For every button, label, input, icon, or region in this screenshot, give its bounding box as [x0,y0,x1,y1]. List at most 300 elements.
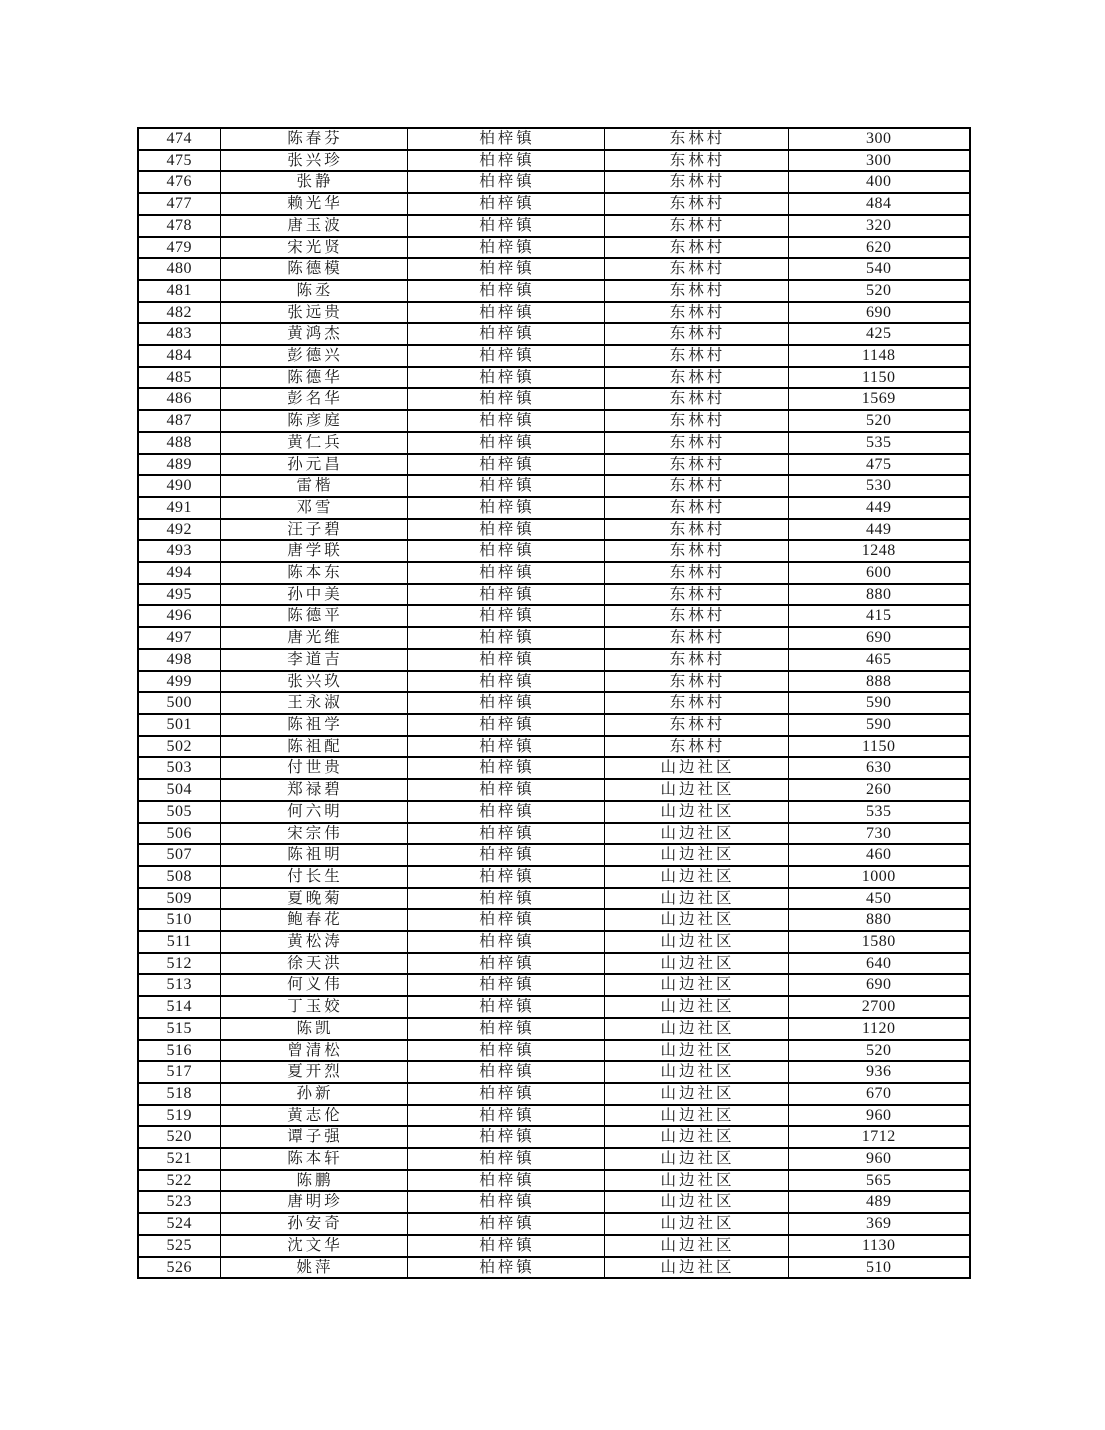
cell-serial: 474 [138,128,220,150]
cell-name: 陈鹏 [220,1170,407,1192]
cell-amount: 888 [788,671,970,693]
cell-amount: 600 [788,562,970,584]
cell-name: 何六明 [220,801,407,823]
cell-amount: 369 [788,1213,970,1235]
table-row [138,410,970,432]
table-row [138,605,970,627]
cell-name: 孙新 [220,1083,407,1105]
table-row [138,497,970,519]
cell-serial: 515 [138,1018,220,1040]
table-row [138,627,970,649]
cell-amount: 300 [788,128,970,150]
table-row [138,692,970,714]
cell-name: 陈祖学 [220,714,407,736]
cell-name: 鲍春花 [220,909,407,931]
cell-name: 唐光维 [220,627,407,649]
table-row [138,258,970,280]
table-row [138,736,970,758]
cell-serial: 508 [138,866,220,888]
table-row [138,1148,970,1170]
cell-town: 柏梓镇 [407,974,604,996]
cell-town: 柏梓镇 [407,953,604,975]
cell-name: 陈本轩 [220,1148,407,1170]
cell-village: 山边社区 [604,1257,788,1279]
cell-amount: 1150 [788,367,970,389]
cell-name: 唐学联 [220,540,407,562]
cell-village: 东林村 [604,497,788,519]
cell-village: 东林村 [604,237,788,259]
cell-serial: 489 [138,454,220,476]
cell-village: 山边社区 [604,823,788,845]
cell-town: 柏梓镇 [407,866,604,888]
cell-name: 陈彦庭 [220,410,407,432]
cell-serial: 512 [138,953,220,975]
table-row [138,519,970,541]
cell-village: 山边社区 [604,1083,788,1105]
cell-village: 东林村 [604,171,788,193]
cell-amount: 1712 [788,1126,970,1148]
table-row [138,866,970,888]
cell-village: 山边社区 [604,757,788,779]
cell-amount: 690 [788,974,970,996]
cell-serial: 503 [138,757,220,779]
cell-serial: 524 [138,1213,220,1235]
cell-name: 彭德兴 [220,345,407,367]
cell-town: 柏梓镇 [407,280,604,302]
cell-name: 陈德模 [220,258,407,280]
table-row [138,128,970,150]
table-row [138,1018,970,1040]
table-row [138,302,970,324]
cell-amount: 1569 [788,388,970,410]
cell-serial: 505 [138,801,220,823]
cell-amount: 320 [788,215,970,237]
cell-name: 陈德华 [220,367,407,389]
cell-amount: 1130 [788,1235,970,1257]
cell-serial: 502 [138,736,220,758]
cell-name: 何义伟 [220,974,407,996]
table-row [138,909,970,931]
cell-town: 柏梓镇 [407,215,604,237]
cell-serial: 481 [138,280,220,302]
cell-serial: 520 [138,1126,220,1148]
cell-name: 唐明珍 [220,1191,407,1213]
table-row [138,953,970,975]
cell-town: 柏梓镇 [407,1191,604,1213]
cell-serial: 492 [138,519,220,541]
cell-village: 东林村 [604,562,788,584]
table-row [138,584,970,606]
cell-amount: 1120 [788,1018,970,1040]
table-row [138,649,970,671]
cell-town: 柏梓镇 [407,367,604,389]
cell-name: 丁玉姣 [220,996,407,1018]
cell-town: 柏梓镇 [407,1105,604,1127]
cell-village: 山边社区 [604,1040,788,1062]
cell-town: 柏梓镇 [407,736,604,758]
cell-serial: 478 [138,215,220,237]
cell-town: 柏梓镇 [407,410,604,432]
cell-amount: 510 [788,1257,970,1279]
cell-name: 赖光华 [220,193,407,215]
table-row [138,150,970,172]
cell-name: 谭子强 [220,1126,407,1148]
cell-village: 东林村 [604,388,788,410]
cell-town: 柏梓镇 [407,540,604,562]
cell-serial: 513 [138,974,220,996]
table-row [138,1126,970,1148]
cell-amount: 520 [788,280,970,302]
cell-serial: 517 [138,1061,220,1083]
cell-name: 彭名华 [220,388,407,410]
cell-amount: 484 [788,193,970,215]
cell-town: 柏梓镇 [407,497,604,519]
table-row [138,1061,970,1083]
cell-amount: 730 [788,823,970,845]
cell-name: 陈德平 [220,605,407,627]
cell-town: 柏梓镇 [407,562,604,584]
table-row [138,215,970,237]
cell-village: 山边社区 [604,996,788,1018]
table-row [138,1191,970,1213]
cell-name: 陈本东 [220,562,407,584]
cell-village: 山边社区 [604,888,788,910]
cell-serial: 497 [138,627,220,649]
cell-amount: 880 [788,909,970,931]
cell-serial: 506 [138,823,220,845]
cell-serial: 491 [138,497,220,519]
cell-village: 东林村 [604,475,788,497]
table-row [138,888,970,910]
cell-town: 柏梓镇 [407,388,604,410]
table-row [138,388,970,410]
cell-serial: 493 [138,540,220,562]
cell-village: 山边社区 [604,866,788,888]
cell-amount: 425 [788,323,970,345]
cell-name: 夏晚菊 [220,888,407,910]
table-row [138,931,970,953]
cell-name: 宋光贤 [220,237,407,259]
cell-amount: 640 [788,953,970,975]
table-row [138,323,970,345]
cell-village: 东林村 [604,627,788,649]
cell-village: 东林村 [604,540,788,562]
cell-name: 王永淑 [220,692,407,714]
cell-amount: 1000 [788,866,970,888]
cell-amount: 449 [788,497,970,519]
cell-name: 付世贵 [220,757,407,779]
cell-name: 沈文华 [220,1235,407,1257]
cell-village: 山边社区 [604,801,788,823]
cell-town: 柏梓镇 [407,128,604,150]
cell-town: 柏梓镇 [407,193,604,215]
cell-serial: 501 [138,714,220,736]
cell-town: 柏梓镇 [407,1148,604,1170]
cell-name: 徐天洪 [220,953,407,975]
cell-amount: 540 [788,258,970,280]
cell-village: 山边社区 [604,779,788,801]
cell-town: 柏梓镇 [407,1040,604,1062]
cell-serial: 477 [138,193,220,215]
cell-serial: 484 [138,345,220,367]
cell-town: 柏梓镇 [407,996,604,1018]
cell-amount: 300 [788,150,970,172]
cell-town: 柏梓镇 [407,1257,604,1279]
cell-amount: 1580 [788,931,970,953]
cell-name: 李道吉 [220,649,407,671]
cell-amount: 960 [788,1148,970,1170]
cell-amount: 520 [788,410,970,432]
cell-town: 柏梓镇 [407,671,604,693]
cell-village: 山边社区 [604,1170,788,1192]
cell-village: 东林村 [604,649,788,671]
cell-amount: 1148 [788,345,970,367]
cell-town: 柏梓镇 [407,519,604,541]
cell-village: 山边社区 [604,1213,788,1235]
table-row [138,974,970,996]
cell-serial: 504 [138,779,220,801]
cell-amount: 565 [788,1170,970,1192]
cell-amount: 690 [788,302,970,324]
cell-village: 山边社区 [604,931,788,953]
cell-name: 黄志伦 [220,1105,407,1127]
cell-amount: 1150 [788,736,970,758]
cell-amount: 936 [788,1061,970,1083]
table-row [138,475,970,497]
cell-serial: 480 [138,258,220,280]
cell-name: 陈春芬 [220,128,407,150]
table-row [138,432,970,454]
cell-village: 东林村 [604,692,788,714]
cell-town: 柏梓镇 [407,432,604,454]
cell-amount: 1248 [788,540,970,562]
cell-town: 柏梓镇 [407,258,604,280]
cell-amount: 670 [788,1083,970,1105]
cell-amount: 475 [788,454,970,476]
cell-town: 柏梓镇 [407,1213,604,1235]
cell-village: 东林村 [604,410,788,432]
cell-amount: 465 [788,649,970,671]
table-row [138,996,970,1018]
cell-village: 东林村 [604,128,788,150]
cell-town: 柏梓镇 [407,1083,604,1105]
cell-town: 柏梓镇 [407,1126,604,1148]
cell-amount: 415 [788,605,970,627]
table-row [138,540,970,562]
cell-town: 柏梓镇 [407,605,604,627]
cell-village: 山边社区 [604,974,788,996]
cell-serial: 521 [138,1148,220,1170]
cell-name: 付长生 [220,866,407,888]
cell-serial: 490 [138,475,220,497]
cell-amount: 690 [788,627,970,649]
cell-name: 汪子碧 [220,519,407,541]
cell-village: 东林村 [604,345,788,367]
cell-serial: 476 [138,171,220,193]
cell-serial: 494 [138,562,220,584]
cell-village: 东林村 [604,150,788,172]
cell-serial: 507 [138,844,220,866]
cell-village: 山边社区 [604,953,788,975]
cell-amount: 520 [788,1040,970,1062]
cell-amount: 880 [788,584,970,606]
table-row [138,171,970,193]
cell-village: 山边社区 [604,1018,788,1040]
cell-village: 东林村 [604,671,788,693]
cell-village: 山边社区 [604,909,788,931]
cell-serial: 518 [138,1083,220,1105]
cell-amount: 620 [788,237,970,259]
cell-town: 柏梓镇 [407,714,604,736]
cell-serial: 510 [138,909,220,931]
table-row [138,1105,970,1127]
cell-amount: 260 [788,779,970,801]
cell-village: 山边社区 [604,1191,788,1213]
table-row [138,1213,970,1235]
cell-village: 山边社区 [604,1105,788,1127]
cell-amount: 450 [788,888,970,910]
cell-serial: 483 [138,323,220,345]
cell-town: 柏梓镇 [407,302,604,324]
table-row [138,823,970,845]
cell-town: 柏梓镇 [407,823,604,845]
cell-town: 柏梓镇 [407,844,604,866]
cell-name: 雷楷 [220,475,407,497]
cell-town: 柏梓镇 [407,692,604,714]
cell-village: 东林村 [604,193,788,215]
cell-town: 柏梓镇 [407,323,604,345]
table-row [138,757,970,779]
cell-serial: 488 [138,432,220,454]
cell-village: 东林村 [604,258,788,280]
cell-name: 黄仁兵 [220,432,407,454]
table-row [138,779,970,801]
table-row [138,671,970,693]
cell-name: 姚萍 [220,1257,407,1279]
cell-town: 柏梓镇 [407,779,604,801]
cell-village: 东林村 [604,280,788,302]
table-row [138,844,970,866]
cell-name: 邓雪 [220,497,407,519]
table-row [138,280,970,302]
cell-name: 夏开烈 [220,1061,407,1083]
cell-amount: 400 [788,171,970,193]
cell-amount: 530 [788,475,970,497]
cell-town: 柏梓镇 [407,649,604,671]
cell-town: 柏梓镇 [407,909,604,931]
cell-serial: 495 [138,584,220,606]
cell-town: 柏梓镇 [407,237,604,259]
cell-name: 陈祖配 [220,736,407,758]
roster-table [137,127,971,1279]
cell-village: 山边社区 [604,1148,788,1170]
table-row [138,714,970,736]
cell-name: 陈祖明 [220,844,407,866]
cell-town: 柏梓镇 [407,1235,604,1257]
cell-town: 柏梓镇 [407,931,604,953]
cell-serial: 482 [138,302,220,324]
cell-serial: 496 [138,605,220,627]
table-row [138,367,970,389]
cell-serial: 498 [138,649,220,671]
cell-serial: 525 [138,1235,220,1257]
cell-amount: 590 [788,714,970,736]
cell-village: 山边社区 [604,1235,788,1257]
cell-town: 柏梓镇 [407,150,604,172]
cell-name: 黄鸿杰 [220,323,407,345]
cell-amount: 630 [788,757,970,779]
cell-amount: 960 [788,1105,970,1127]
cell-village: 东林村 [604,584,788,606]
cell-name: 孙安奇 [220,1213,407,1235]
cell-name: 张兴玖 [220,671,407,693]
cell-village: 山边社区 [604,844,788,866]
cell-village: 东林村 [604,736,788,758]
cell-village: 东林村 [604,519,788,541]
cell-serial: 514 [138,996,220,1018]
cell-name: 孙元昌 [220,454,407,476]
cell-name: 孙中美 [220,584,407,606]
table-row [138,562,970,584]
cell-name: 张远贵 [220,302,407,324]
cell-serial: 475 [138,150,220,172]
table-row [138,1235,970,1257]
cell-town: 柏梓镇 [407,757,604,779]
cell-amount: 590 [788,692,970,714]
cell-serial: 509 [138,888,220,910]
cell-amount: 489 [788,1191,970,1213]
cell-village: 东林村 [604,605,788,627]
cell-town: 柏梓镇 [407,454,604,476]
cell-town: 柏梓镇 [407,627,604,649]
cell-serial: 519 [138,1105,220,1127]
cell-serial: 511 [138,931,220,953]
cell-name: 宋宗伟 [220,823,407,845]
cell-amount: 460 [788,844,970,866]
cell-town: 柏梓镇 [407,1018,604,1040]
cell-town: 柏梓镇 [407,475,604,497]
cell-serial: 485 [138,367,220,389]
cell-serial: 487 [138,410,220,432]
cell-serial: 486 [138,388,220,410]
cell-serial: 516 [138,1040,220,1062]
table-row [138,454,970,476]
cell-village: 东林村 [604,714,788,736]
cell-serial: 499 [138,671,220,693]
cell-name: 曾清松 [220,1040,407,1062]
table-row [138,345,970,367]
table-row [138,193,970,215]
roster-table-body [138,128,970,1278]
cell-amount: 2700 [788,996,970,1018]
cell-village: 山边社区 [604,1126,788,1148]
cell-town: 柏梓镇 [407,801,604,823]
cell-village: 山边社区 [604,1061,788,1083]
cell-name: 陈丞 [220,280,407,302]
cell-town: 柏梓镇 [407,584,604,606]
cell-serial: 522 [138,1170,220,1192]
cell-serial: 526 [138,1257,220,1279]
cell-name: 张兴珍 [220,150,407,172]
cell-amount: 535 [788,801,970,823]
cell-name: 郑禄碧 [220,779,407,801]
cell-serial: 523 [138,1191,220,1213]
cell-village: 东林村 [604,432,788,454]
table-row [138,1257,970,1279]
table-row [138,1083,970,1105]
cell-name: 黄松涛 [220,931,407,953]
cell-name: 张静 [220,171,407,193]
